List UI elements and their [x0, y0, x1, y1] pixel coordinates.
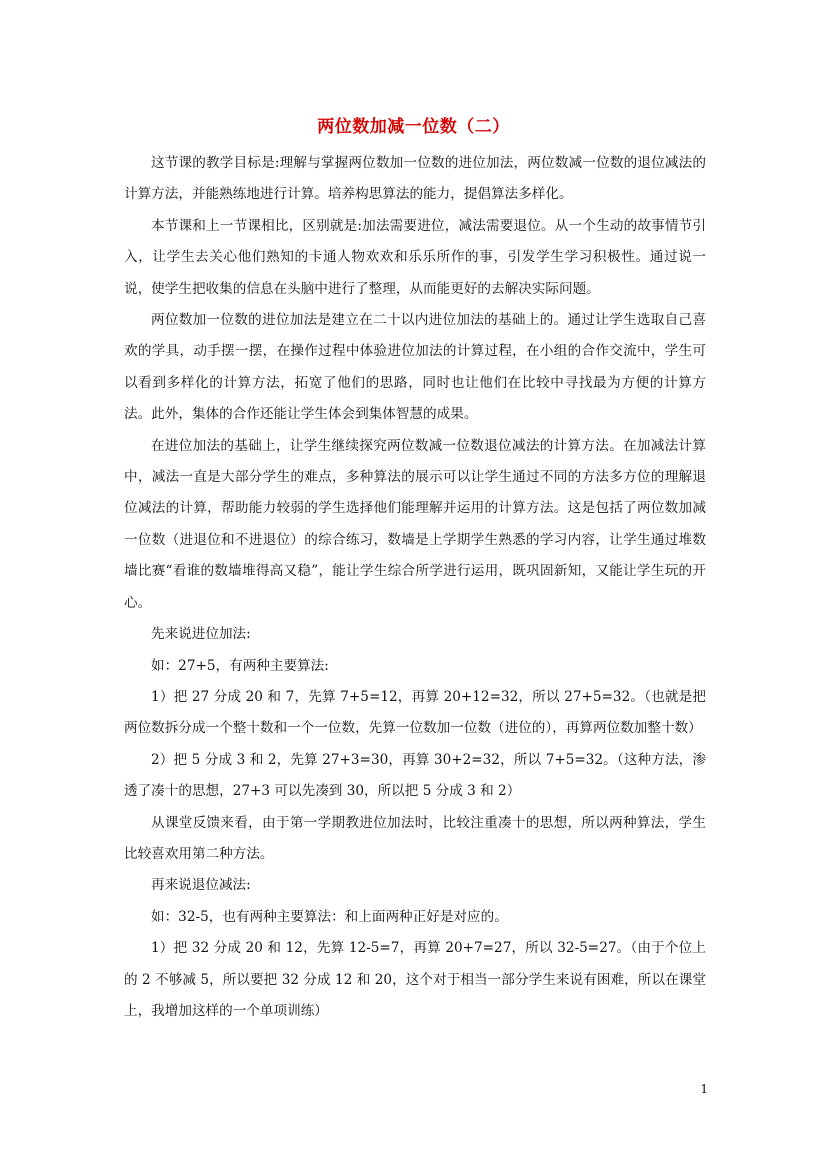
paragraph-addition-method-2: 2）把 5 分成 3 和 2，先算 27+3=30，再算 30+2=32，所以 7+5=32。（这种方法，渗透了凑十的思想，27+3 可以先凑到 30，所以把 5 分成 3 和 2） [124, 751, 706, 800]
page-number: 1 [700, 1082, 708, 1096]
paragraph-subtraction-heading: 再来说退位减法: [151, 877, 251, 894]
document-body [124, 148, 706, 1027]
document-title: 两位数加减一位数（二） [317, 117, 510, 137]
paragraph-addition-example: 如：27+5，有两种主要算法: [151, 657, 329, 674]
paragraph-feedback: 从课堂反馈来看，由于第一学期教进位加法时，比较注重凑十的思想，所以两种算法，学生比较喜欢用第二种方法。 [124, 814, 706, 862]
paragraph-addition-heading: 先来说进位加法: [151, 626, 251, 643]
paragraph-addition-method-1: 1）把 27 分成 20 和 7，先算 7+5=12，再算 20+12=32，所以 27+5=32。（也就是把两位数拆分成一个整十数和一个一位数，先算一位数加一位数（进位的），再算两位数加整十数） [124, 688, 706, 737]
paragraph-subtraction-example: 如：32-5，也有两种主要算法：和上面两种正好是对应的。 [151, 908, 508, 925]
paragraph-borrow-subtraction: 在进位加法的基础上，让学生继续探究两位数减一位数退位减法的计算方法。在加减法计算中，减法一直是大部分学生的难点，多种算法的展示可以让学生通过不同的方法多方位的理解退位减法的计算，帮助能力较弱的学生选择他们能理解并运用的计算方法。这是包括了两位数加减一位数（进退位和不进退位）的综合练习，数墙是上学期学生熟悉的学习内容，让学生通过堆数墙比赛“看谁的数墙堆得高又稳”，能让学生综合所学进行运用，既巩固新知，又能让学生玩的开心。 [124, 437, 706, 611]
paragraph-carry-addition: 两位数加一位数的进位加法是建立在二十以内进位加法的基础上的。通过让学生选取自己喜欢的学具，动手摆一摆，在操作过程中体验进位加法的计算过程，在小组的合作交流中，学生可以看到多样化的计算方法，拓宽了他们的思路，同时也让他们在比较中寻找最为方便的计算方法。此外，集体的合作还能让学生体会到集体智慧的成果。 [124, 312, 706, 423]
paragraph-lesson-difference: 本节课和上一节课相比，区别就是:加法需要进位，减法需要退位。从一个生动的故事情节引入，让学生去关心他们熟知的卡通人物欢欢和乐乐所作的事，引发学生学习积极性。通过说一说，使学生把收集的信息在头脑中进行了整理，从而能更好的去解决实际问题。 [124, 217, 706, 297]
paragraph-teaching-goal: 这节课的教学目标是:理解与掌握两位数加一位数的进位加法，两位数减一位数的退位减法的计算方法，并能熟练地进行计算。培养构思算法的能力，提倡算法多样化。 [124, 155, 706, 203]
paragraph-subtraction-method-1: 1）把 32 分成 20 和 12，先算 12-5=7，再算 20+7=27，所以 32-5=27。（由于个位上的 2 不够减 5，所以要把 32 分成 12 和 20，这个对于相当一部分学生来说有困难，所以在课堂上，我增加这样的一个单项训练） [124, 940, 706, 1019]
